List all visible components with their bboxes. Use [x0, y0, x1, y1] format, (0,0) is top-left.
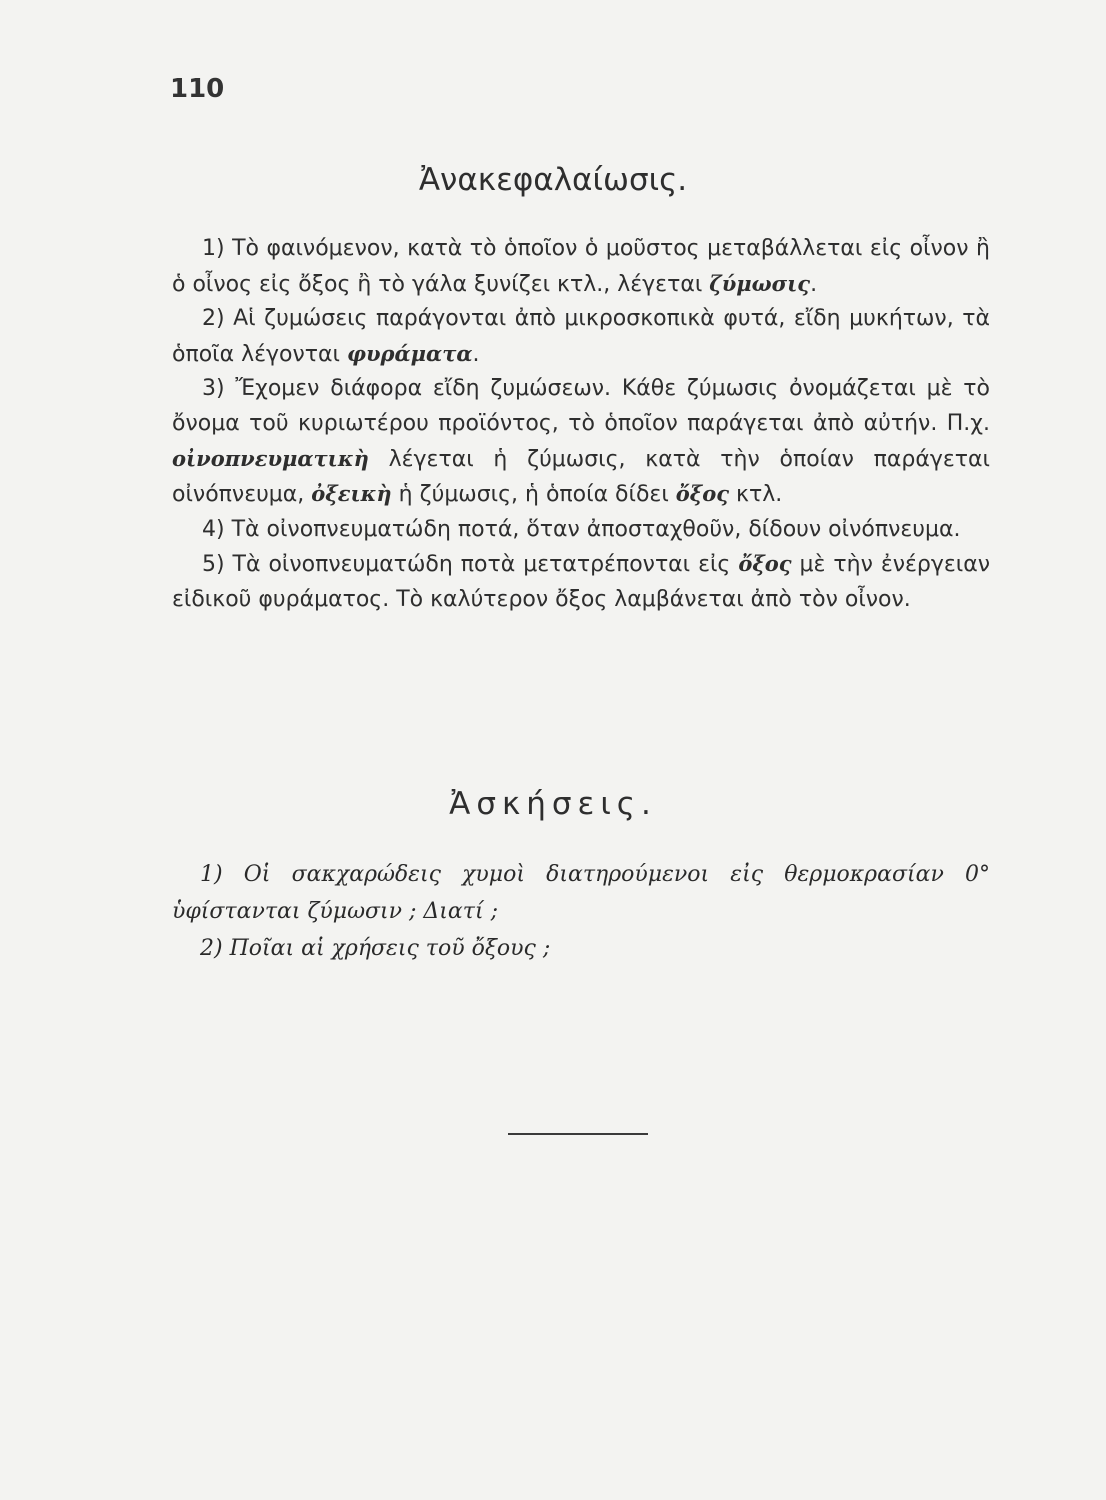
exercise-2: 2) Ποῖαι αἱ χρήσεις τοῦ ὄξους ; — [200, 936, 551, 961]
term-oinopneumatiki: οἰνοπνευματικὴ — [172, 445, 369, 471]
page-number: 110 — [170, 74, 225, 104]
end-rule-divider — [508, 1133, 648, 1135]
summary-heading: Ἀνακεφαλαίωσις. — [418, 162, 688, 198]
summary-paragraph-4: 4) Τὰ οἰνοπνευματώδη ποτά, ὅταν ἀποσταχθοῦν, δίδουν οἰνόπνευμα. — [202, 516, 961, 542]
paragraph-end: . — [472, 341, 480, 367]
exercise-1: 1) Οἱ σακχαρώδεις χυμοὶ διατηρούμενοι εἰς θερμοκρασίαν 0° ὑφίστανται ζύμωσιν ; Διατί ; — [172, 862, 990, 924]
paragraph-text: 1) Τὸ φαινόμενον, κατὰ τὸ ὁποῖον ὁ μοῦστος μεταβάλλεται εἰς οἶνον ἢ ὁ οἶνος εἰς ὄξος ἢ τὸ γάλα ξυνίζει κτλ., λέγεται — [172, 236, 990, 297]
paragraph-text: κτλ. — [729, 482, 783, 508]
paragraph-text: ἡ ζύμωσις, ἡ ὁποία δίδει — [391, 482, 676, 508]
summary-paragraph-5 — [172, 547, 990, 617]
term-oxos: ὄξος — [738, 551, 792, 577]
paragraph-text: 2) Αἱ ζυμώσεις παράγονται ἀπὸ μικροσκοπικὰ φυτά, εἴδη μυκήτων, τὰ ὁποῖα λέγονται — [172, 306, 990, 367]
exercises-list — [172, 856, 990, 967]
summary-body — [172, 232, 990, 618]
exercises-heading: Ἀσκήσεις. — [449, 786, 657, 822]
summary-paragraph-2 — [172, 302, 990, 372]
term-fyramata: φυράματα — [346, 340, 473, 366]
paragraph-text: 3) Ἔχομεν διάφορα εἴδη ζυμώσεων. Κάθε ζύμωσις ὀνομάζεται μὲ τὸ ὄνομα τοῦ κυριωτέρου προϊόντος, τὸ ὁποῖον παράγεται ἀπὸ αὐτήν. Π.χ. — [172, 376, 990, 436]
paragraph-end: . — [810, 271, 818, 297]
summary-paragraph-3 — [172, 372, 990, 512]
term-oxeiki: ὀξεικὴ — [311, 481, 392, 507]
paragraph-text: 5) Τὰ οἰνοπνευματώδη ποτὰ μετατρέπονται εἰς — [202, 552, 739, 578]
paragraph-text: λέγεται ἡ ζύμωσις, κατὰ τὴν ὁποίαν παράγεται οἰνόπνευμα, — [172, 446, 990, 508]
summary-paragraph-1 — [172, 232, 990, 302]
paragraph-text: μὲ τὴν ἐνέργειαν εἰδικοῦ φυράματος. Τὸ καλύτερον ὄξος λαμβάνεται ἀπὸ τὸν οἶνον. — [172, 552, 991, 612]
term-oxos: ὄξος — [675, 481, 730, 507]
term-zymosis: ζύμωσις — [709, 270, 811, 296]
